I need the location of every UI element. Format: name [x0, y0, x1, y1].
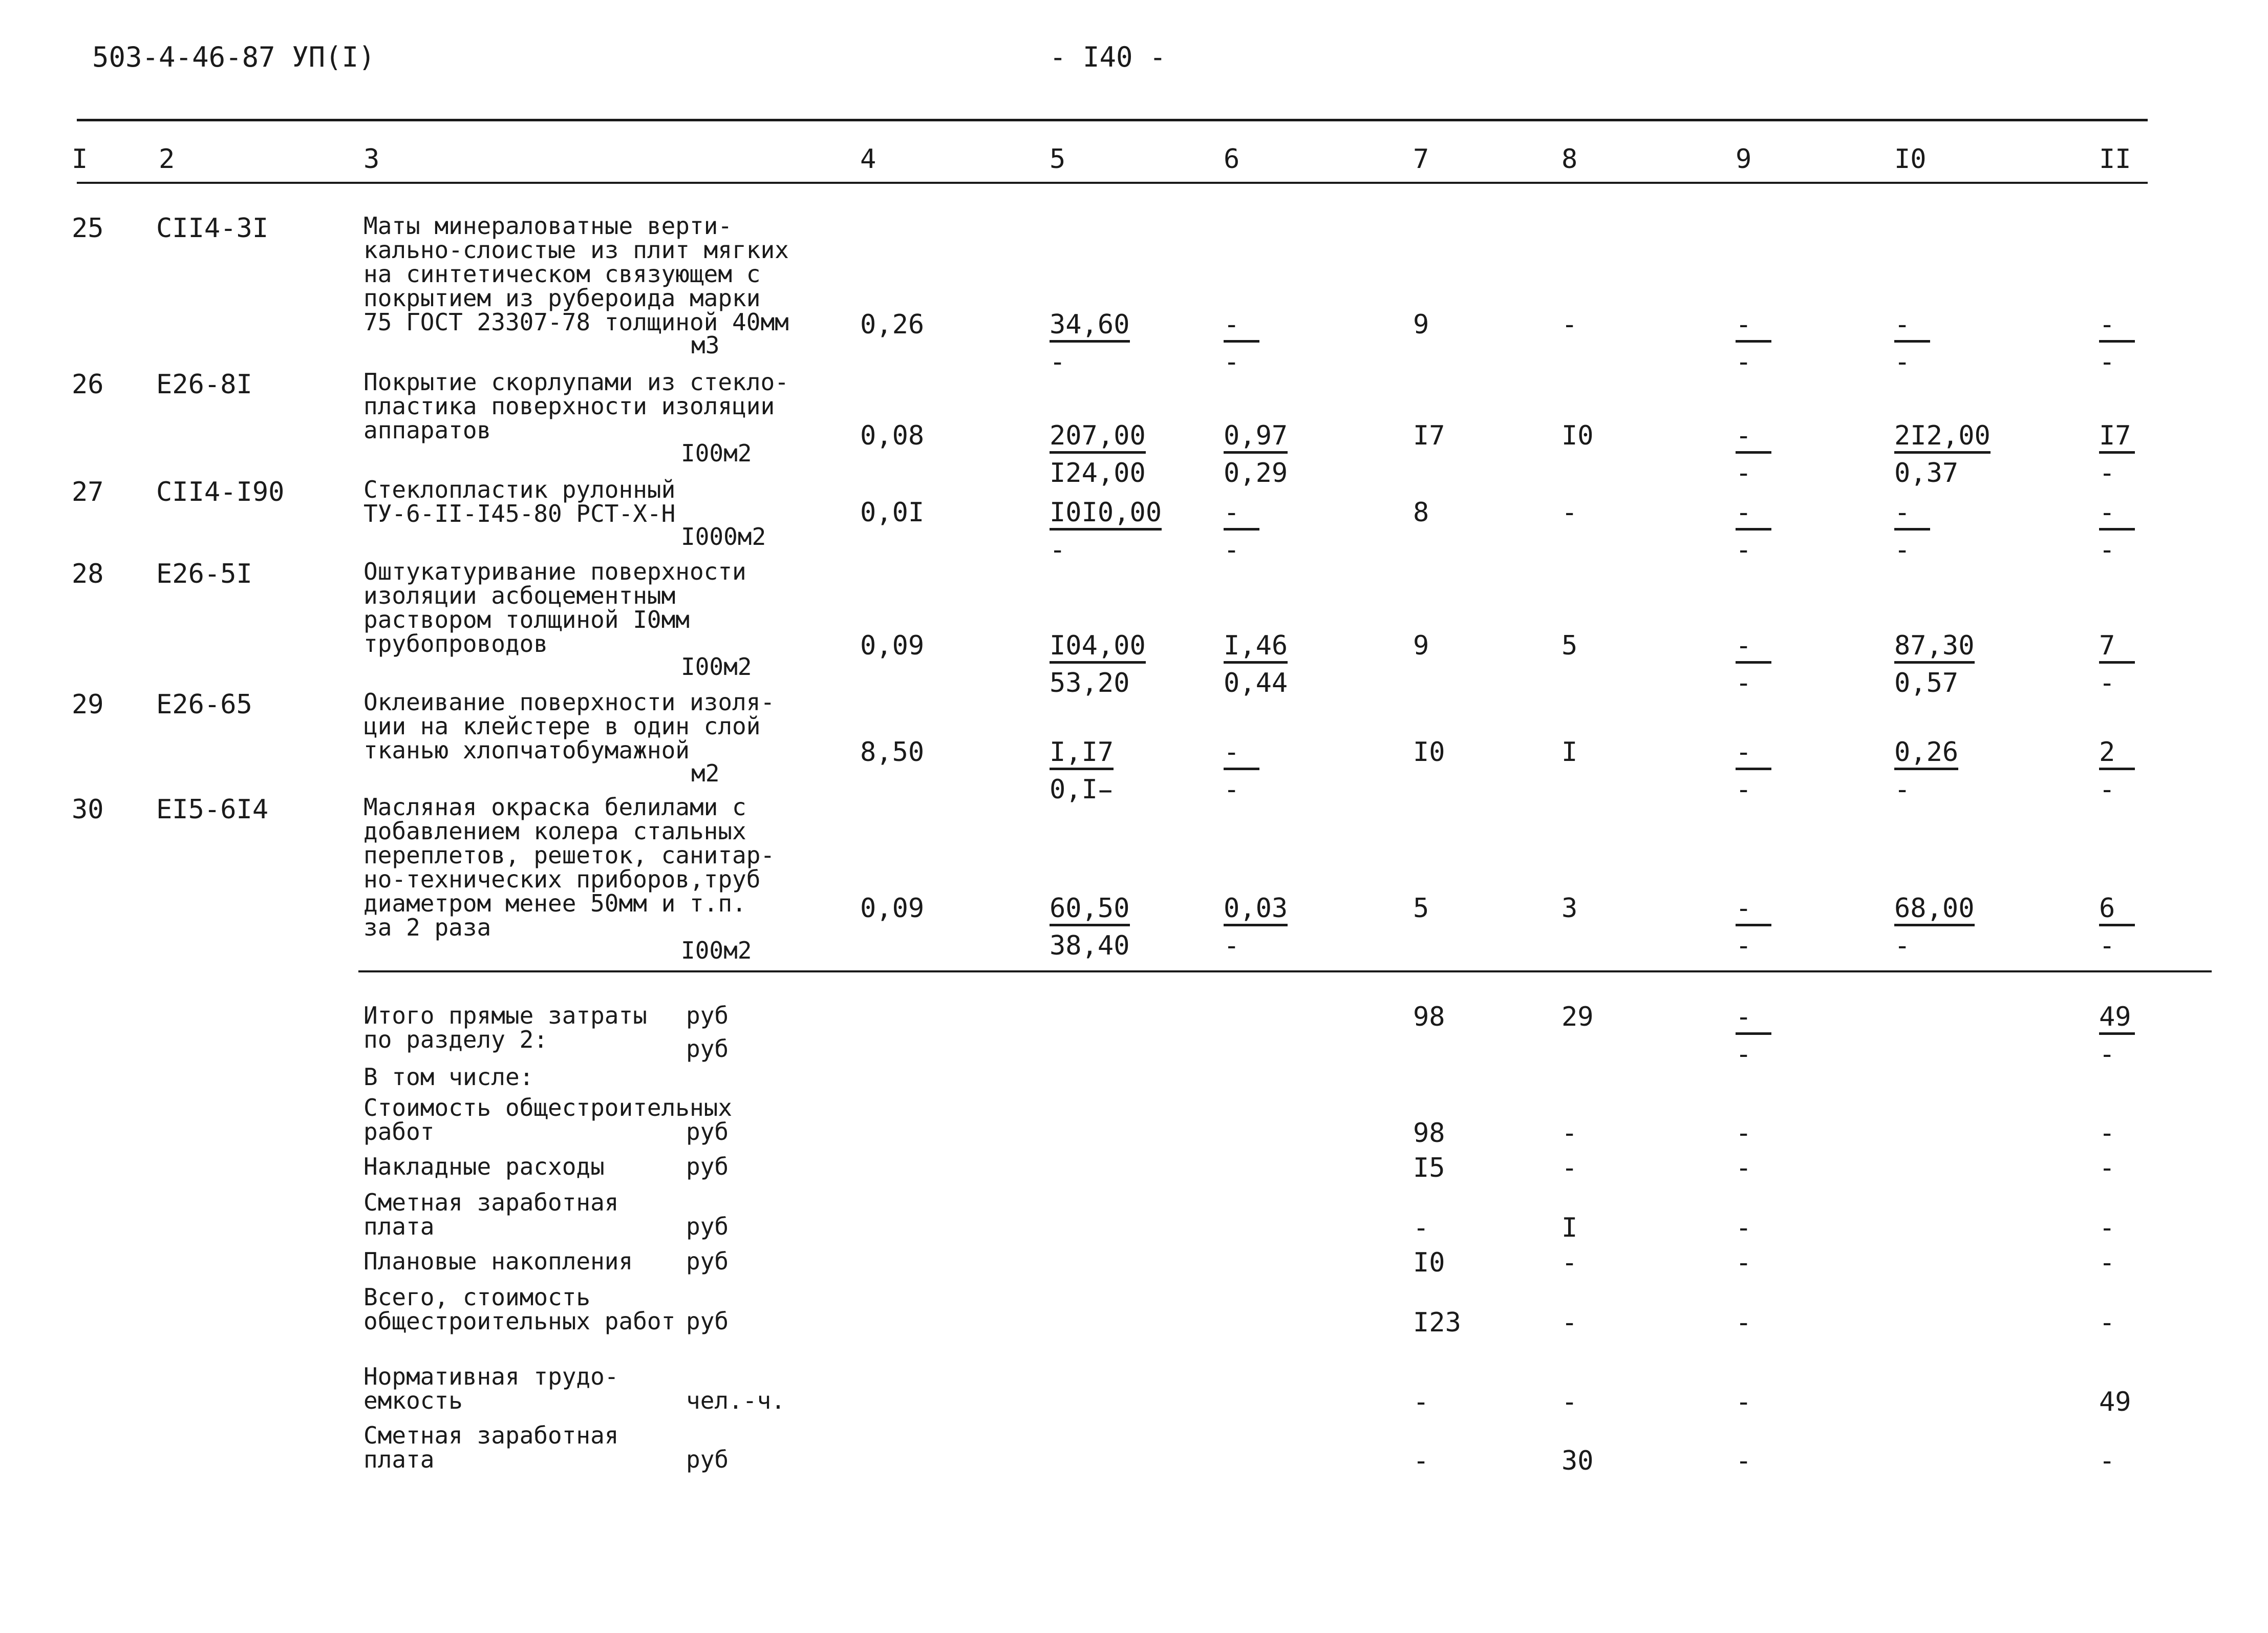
unit-cost-numerator: 207,00 — [1050, 422, 1146, 454]
summary-unit: руб — [686, 1446, 729, 1473]
summary-total: 98 — [1413, 1002, 1445, 1032]
unit-cost-denominator: 0,I̵ — [1050, 774, 1114, 805]
quantity: 8,50 — [860, 737, 925, 768]
total-cost: I0 — [1413, 737, 1445, 768]
summary-col9 — [1736, 1004, 1771, 1068]
labor-total-denominator: - — [2099, 668, 2115, 698]
row-number: 28 — [72, 559, 104, 589]
summary-unit: руб — [686, 1118, 729, 1146]
unit-cost — [1050, 739, 1114, 803]
unit-of-measure: I00м2 — [681, 653, 752, 681]
operation-cost-numerator: 0,97 — [1224, 422, 1288, 454]
summary-rule — [358, 970, 2212, 972]
summary-total: I5 — [1413, 1153, 1445, 1183]
col9-value-numerator: - — [1736, 499, 1771, 531]
operation-cost-numerator: I,46 — [1224, 632, 1288, 664]
summary-col9: - — [1736, 1387, 1752, 1417]
unit-cost-denominator: - — [1050, 347, 1066, 377]
quantity: 0,26 — [860, 309, 925, 340]
unit-cost-numerator: I04,00 — [1050, 632, 1146, 664]
summary-wage: - — [1561, 1118, 1578, 1149]
summary-labor: - — [2099, 1118, 2115, 1149]
summary-wage: - — [1561, 1247, 1578, 1278]
rate-code: E26-65 — [156, 689, 252, 720]
col-header-9: 9 — [1736, 144, 1752, 175]
labor-total-numerator: - — [2099, 311, 2135, 343]
operation-cost-numerator: - — [1224, 739, 1259, 770]
col9-value — [1736, 499, 1771, 563]
summary-wage: - — [1561, 1153, 1578, 1183]
operation-cost-numerator: - — [1224, 311, 1259, 343]
work-description: Маты минераловатные верти- кально-слоистые из плит мягких на синтетическом связующем с покрытием из рубероида марки 75 ГОСТ 23307-78 толщиной 40мм — [363, 212, 789, 336]
unit-of-measure: I000м2 — [681, 523, 766, 550]
unit-cost-denominator: 38,40 — [1050, 930, 1130, 961]
col-header-3: 3 — [363, 144, 380, 175]
unit-cost-numerator: I,I7 — [1050, 739, 1114, 770]
work-description: Стеклопластик рулонный ТУ-6-II-I45-80 РСТ-Х-Н — [363, 476, 676, 527]
summary-total: I23 — [1413, 1307, 1461, 1338]
col-header-5: 5 — [1050, 144, 1066, 175]
summary-labor: - — [2099, 1247, 2115, 1278]
labor-value-denominator: - — [1894, 535, 1911, 565]
quantity: 0,08 — [860, 420, 925, 451]
operation-cost-denominator: 0,44 — [1224, 668, 1288, 698]
col-header-6: 6 — [1224, 144, 1240, 175]
operation-cost-denominator: - — [1224, 347, 1240, 377]
rate-code: CII4-I90 — [156, 477, 285, 507]
labor-value-numerator: 0,26 — [1894, 739, 1958, 770]
summary-unit: руб — [686, 1213, 729, 1240]
summary-col9: - — [1736, 1118, 1752, 1149]
wage-cost: - — [1561, 309, 1578, 340]
labor-total-numerator: 2 — [2099, 739, 2135, 770]
operation-cost-numerator: 0,03 — [1224, 895, 1288, 926]
summary-label: Сметная заработная плата — [363, 1189, 619, 1240]
summary-col9-numerator: - — [1736, 1004, 1771, 1035]
summary-wage: - — [1561, 1387, 1578, 1417]
labor-total-denominator: - — [2099, 458, 2115, 489]
summary-labor-numerator: 49 — [2099, 1004, 2135, 1035]
summary-unit: руб — [686, 1002, 729, 1029]
work-description: Оштукатуривание поверхности изоляции асбоцементным раствором толщиной I0мм трубопроводов — [363, 558, 746, 658]
col9-value-denominator: - — [1736, 668, 1752, 698]
row-number: 25 — [72, 213, 104, 244]
unit-cost-denominator: I24,00 — [1050, 458, 1146, 489]
operation-cost-denominator: 0,29 — [1224, 458, 1288, 489]
labor-value-numerator: 87,30 — [1894, 632, 1975, 664]
labor-total-numerator: 6 — [2099, 895, 2135, 926]
operation-cost — [1224, 499, 1259, 563]
wage-cost: I — [1561, 737, 1578, 768]
row-number: 26 — [72, 369, 104, 400]
summary-unit: чел.-ч. — [686, 1387, 785, 1414]
summary-unit: руб — [686, 1247, 729, 1275]
col9-value-denominator: - — [1736, 347, 1752, 377]
header-bottom-rule — [77, 182, 2148, 184]
labor-value-denominator: - — [1894, 347, 1911, 377]
labor-total — [2099, 499, 2135, 563]
col9-value-numerator: - — [1736, 632, 1771, 664]
labor-value — [1894, 632, 1975, 696]
labor-value-numerator: - — [1894, 311, 1930, 343]
labor-value — [1894, 499, 1930, 563]
col-header-4: 4 — [860, 144, 876, 175]
summary-label: В том числе: — [363, 1063, 534, 1091]
quantity: 0,0I — [860, 497, 925, 528]
labor-value — [1894, 311, 1930, 375]
col-header-1: I — [72, 144, 88, 175]
col9-value — [1736, 420, 1771, 489]
unit-of-measure: I00м2 — [681, 937, 752, 964]
operation-cost — [1224, 739, 1259, 803]
labor-value — [1894, 739, 1958, 803]
labor-value — [1894, 895, 1975, 959]
labor-total — [2099, 632, 2135, 696]
col9-value-numerator: - — [1736, 739, 1771, 770]
summary-labor: 49 — [2099, 1387, 2131, 1417]
labor-total-numerator: - — [2099, 499, 2135, 531]
total-cost: 9 — [1413, 630, 1429, 661]
wage-cost: 3 — [1561, 893, 1578, 924]
col9-value-numerator: - — [1736, 895, 1771, 926]
col-header-2: 2 — [159, 144, 175, 175]
operation-cost — [1224, 420, 1288, 489]
summary-label: Сметная заработная плата — [363, 1422, 619, 1473]
labor-value-denominator: 0,37 — [1894, 458, 1959, 489]
labor-value-denominator: 0,57 — [1894, 668, 1959, 698]
wage-cost: I0 — [1561, 420, 1594, 451]
summary-label: Плановые накопления — [363, 1247, 633, 1275]
labor-value-denominator: - — [1894, 774, 1911, 805]
summary-label: Накладные расходы — [363, 1153, 605, 1180]
unit-of-measure: I00м2 — [681, 439, 752, 467]
operation-cost — [1224, 895, 1288, 959]
unit-cost-denominator: - — [1050, 535, 1066, 565]
summary-col9: - — [1736, 1213, 1752, 1243]
operation-cost-numerator: - — [1224, 499, 1259, 531]
labor-total-numerator: 7 — [2099, 632, 2135, 664]
work-description: Оклеивание поверхности изоля- ции на клейстере в один слой тканью хлопчатобумажной — [363, 688, 775, 764]
summary-unit: руб — [686, 1035, 729, 1063]
operation-cost-denominator: - — [1224, 535, 1240, 565]
summary-total: - — [1413, 1387, 1429, 1417]
wage-cost: - — [1561, 497, 1578, 528]
row-number: 27 — [72, 477, 104, 507]
summary-label: Итого прямые затраты по разделу 2: — [363, 1002, 647, 1053]
operation-cost-denominator: - — [1224, 774, 1240, 805]
rate-code: CII4-3I — [156, 213, 269, 244]
labor-value-numerator: - — [1894, 499, 1930, 531]
quantity: 0,09 — [860, 893, 925, 924]
total-cost: 5 — [1413, 893, 1429, 924]
rate-code: E26-5I — [156, 559, 252, 589]
col9-value-denominator: - — [1736, 535, 1752, 565]
summary-labor: - — [2099, 1307, 2115, 1338]
labor-total — [2099, 895, 2135, 959]
summary-wage: - — [1561, 1307, 1578, 1338]
labor-total — [2099, 739, 2135, 803]
unit-cost-numerator: I0I0,00 — [1050, 499, 1162, 531]
summary-label: Нормативная трудо- емкость — [363, 1363, 619, 1414]
table-top-rule — [77, 119, 2148, 121]
labor-value — [1894, 420, 1991, 489]
col-header-7: 7 — [1413, 144, 1429, 175]
unit-cost — [1050, 499, 1162, 563]
document-code: 503-4-46-87 УП(I) — [92, 41, 375, 73]
summary-unit: руб — [686, 1153, 729, 1180]
summary-labor: - — [2099, 1446, 2115, 1476]
summary-total: - — [1413, 1213, 1429, 1243]
col9-value — [1736, 895, 1771, 959]
labor-total — [2099, 311, 2135, 375]
operation-cost — [1224, 632, 1288, 696]
rate-code: E26-8I — [156, 369, 252, 400]
operation-cost — [1224, 311, 1259, 375]
summary-wage: I — [1561, 1213, 1578, 1243]
summary-labor: - — [2099, 1153, 2115, 1183]
summary-col9: - — [1736, 1307, 1752, 1338]
unit-of-measure: м2 — [691, 759, 720, 787]
quantity: 0,09 — [860, 630, 925, 661]
page-number: - I40 - — [1050, 41, 1166, 73]
labor-value-denominator: - — [1894, 930, 1911, 961]
wage-cost: 5 — [1561, 630, 1578, 661]
summary-total: 98 — [1413, 1118, 1445, 1149]
labor-total — [2099, 420, 2135, 489]
unit-cost — [1050, 311, 1130, 375]
work-description: Покрытие скорлупами из стекло- пластика поверхности изоляции аппаратов — [363, 368, 789, 444]
summary-labor: - — [2099, 1213, 2115, 1243]
summary-col9: - — [1736, 1247, 1752, 1278]
col9-value-denominator: - — [1736, 774, 1752, 805]
summary-col9: - — [1736, 1446, 1752, 1476]
col9-value — [1736, 311, 1771, 375]
summary-labor-denominator: - — [2099, 1039, 2115, 1070]
summary-wage: 29 — [1561, 1002, 1594, 1032]
total-cost: 8 — [1413, 497, 1429, 528]
summary-unit: руб — [686, 1307, 729, 1335]
col-header-11: II — [2099, 144, 2131, 175]
summary-label: Всего, стоимость общестроительных работ — [363, 1283, 676, 1335]
unit-of-measure: м3 — [691, 331, 720, 359]
unit-cost-numerator: 34,60 — [1050, 311, 1130, 343]
col9-value-denominator: - — [1736, 458, 1752, 489]
col9-value — [1736, 739, 1771, 803]
summary-col9: - — [1736, 1153, 1752, 1183]
summary-label: Стоимость общестроительных работ — [363, 1094, 733, 1146]
row-number: 29 — [72, 689, 104, 720]
labor-total-numerator: I7 — [2099, 422, 2135, 454]
work-description: Масляная окраска белилами с добавлением колера стальных переплетов, решеток, санитар- но-технических приборов,труб диаметром менее 50мм и т.п. за 2 раза — [363, 793, 775, 941]
labor-total-denominator: - — [2099, 930, 2115, 961]
labor-total-denominator: - — [2099, 774, 2115, 805]
col-header-10: I0 — [1894, 144, 1927, 175]
col9-value-numerator: - — [1736, 311, 1771, 343]
col9-value-denominator: - — [1736, 930, 1752, 961]
unit-cost-denominator: 53,20 — [1050, 668, 1130, 698]
total-cost: I7 — [1413, 420, 1445, 451]
labor-total-denominator: - — [2099, 347, 2115, 377]
summary-wage: 30 — [1561, 1446, 1594, 1476]
summary-labor — [2099, 1004, 2135, 1068]
row-number: 30 — [72, 794, 104, 825]
rate-code: EI5-6I4 — [156, 794, 269, 825]
col-header-8: 8 — [1561, 144, 1578, 175]
summary-col9-denominator: - — [1736, 1039, 1752, 1070]
unit-cost — [1050, 632, 1146, 696]
labor-value-numerator: 68,00 — [1894, 895, 1975, 926]
labor-value-numerator: 2I2,00 — [1894, 422, 1991, 454]
labor-total-denominator: - — [2099, 535, 2115, 565]
summary-total: - — [1413, 1446, 1429, 1476]
unit-cost — [1050, 895, 1130, 959]
operation-cost-denominator: - — [1224, 930, 1240, 961]
total-cost: 9 — [1413, 309, 1429, 340]
col9-value — [1736, 632, 1771, 696]
summary-total: I0 — [1413, 1247, 1445, 1278]
unit-cost-numerator: 60,50 — [1050, 895, 1130, 926]
col9-value-numerator: - — [1736, 422, 1771, 454]
unit-cost — [1050, 420, 1146, 489]
